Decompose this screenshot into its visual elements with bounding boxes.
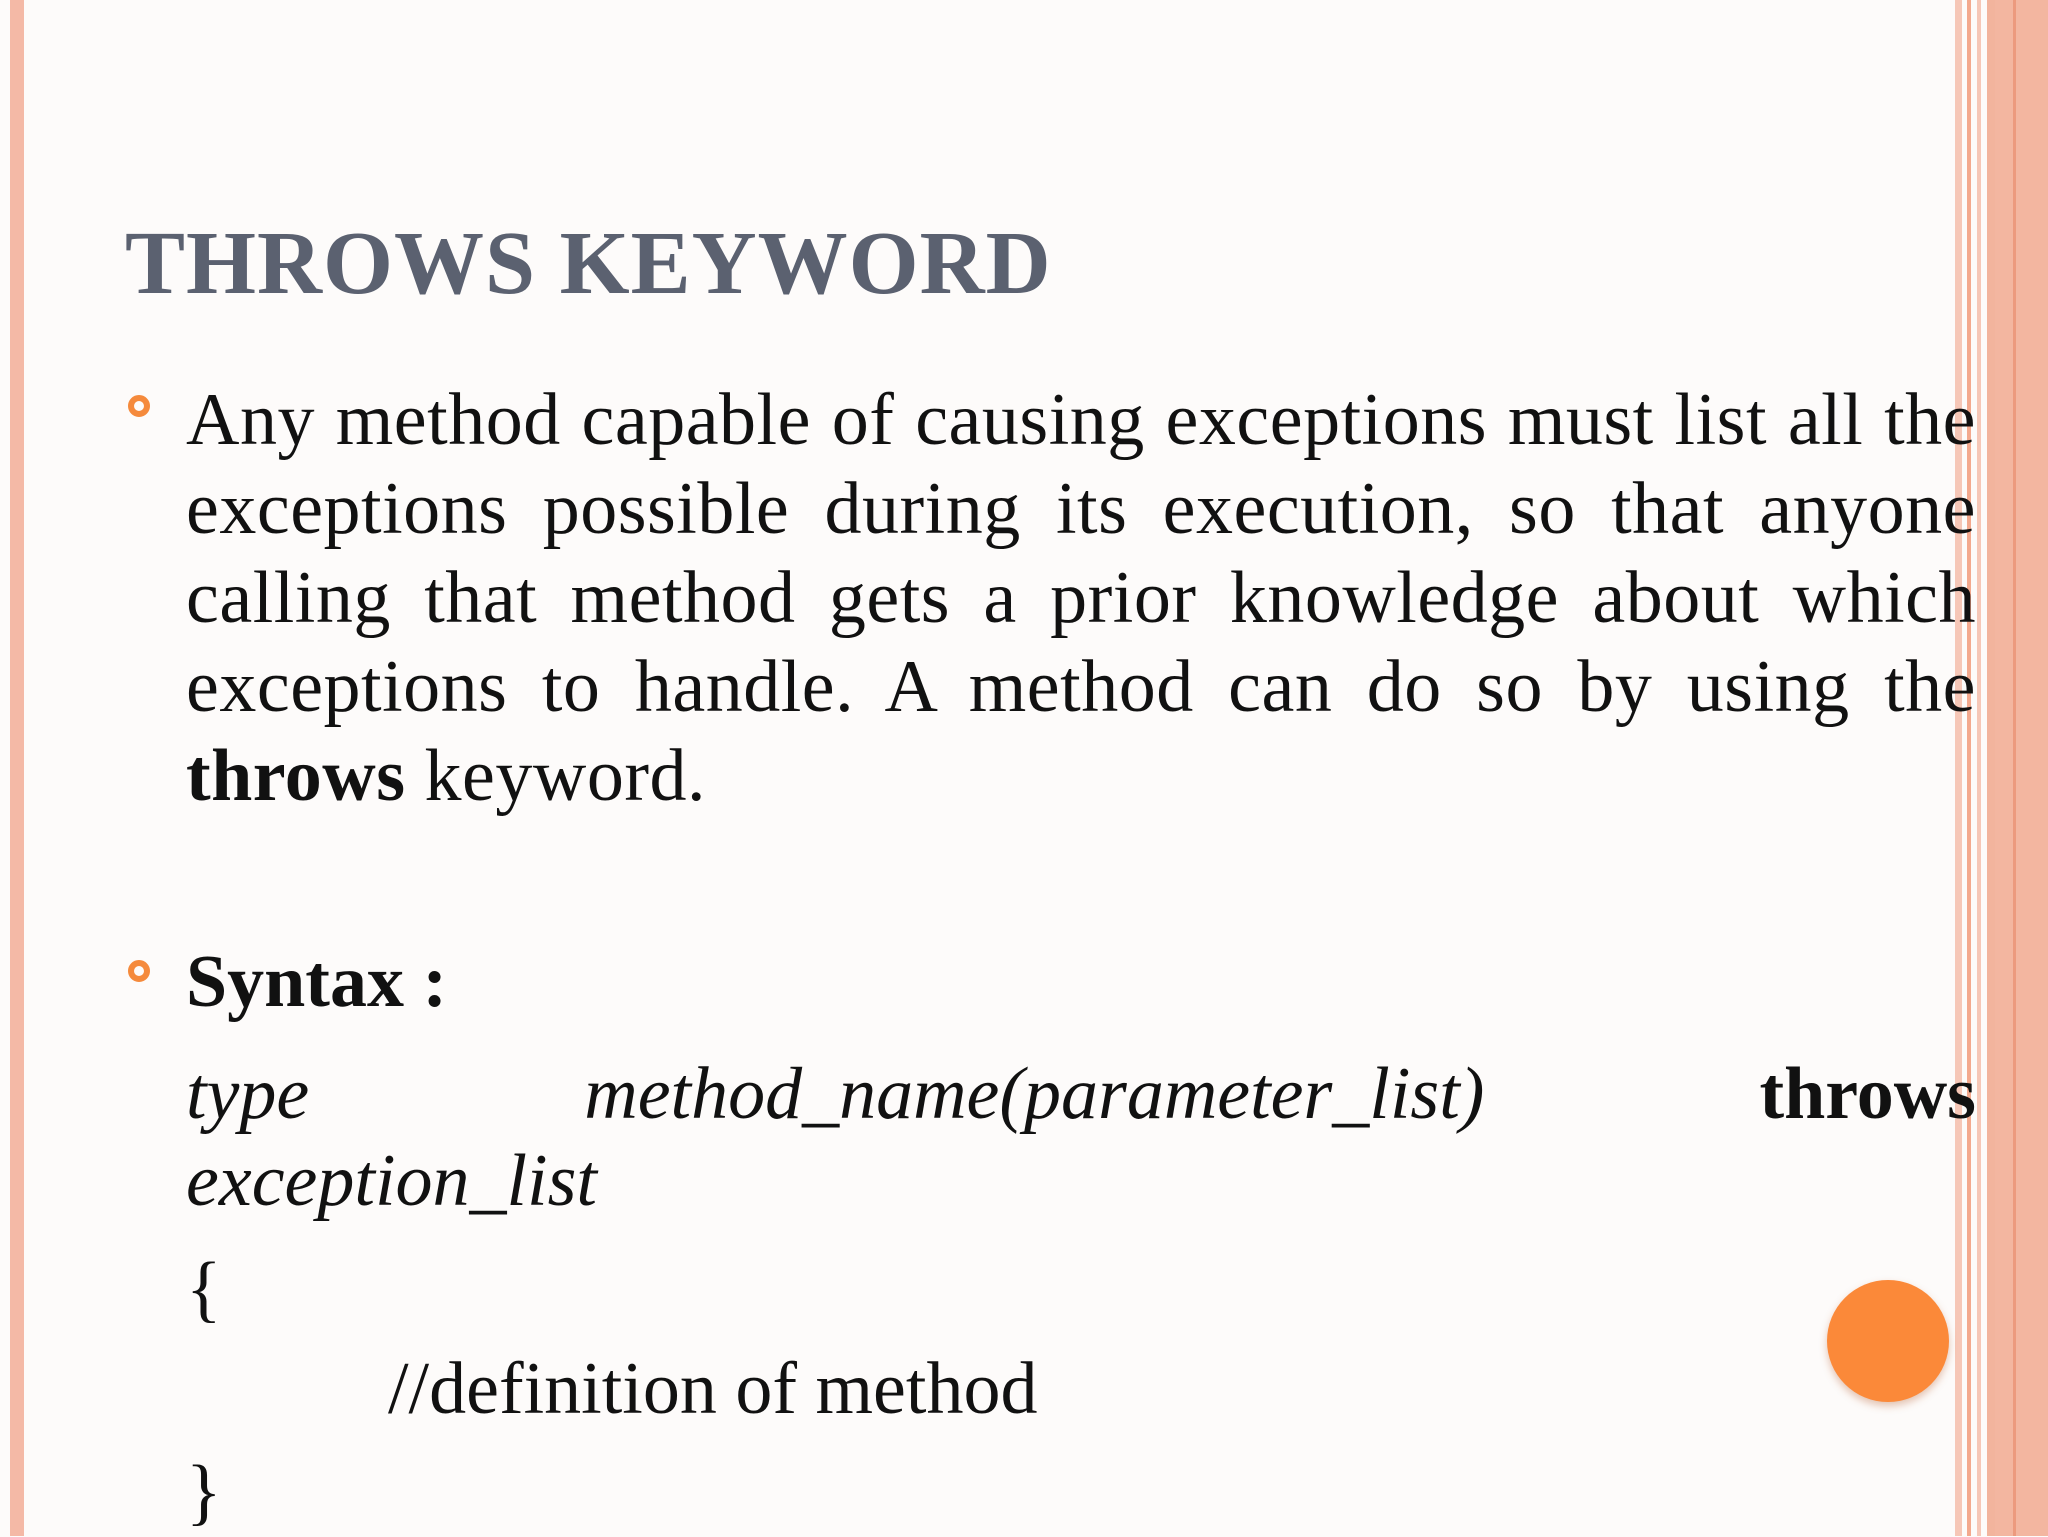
- hollow-circle-bullet-icon: [128, 395, 150, 417]
- stripe: [2013, 0, 2016, 1536]
- left-border-bar: [10, 0, 24, 1536]
- syntax-exception-list: exception_list: [186, 1140, 597, 1222]
- syntax-label: Syntax :: [186, 941, 448, 1023]
- stripe: [1995, 0, 2048, 1536]
- syntax-throws-keyword: throws: [1759, 1053, 1976, 1135]
- syntax-exception-list-line: [186, 1137, 597, 1226]
- slide-title: THROWS KEYWORD: [125, 214, 1052, 313]
- orange-circle-icon[interactable]: [1827, 1280, 1949, 1402]
- open-brace: {: [186, 1248, 222, 1330]
- syntax-type: type: [186, 1053, 310, 1135]
- hollow-circle-bullet-icon: [128, 960, 150, 982]
- throws-bold-word: throws: [186, 735, 406, 817]
- close-brace: }: [186, 1451, 222, 1533]
- bullet-paragraph: [186, 376, 1976, 821]
- syntax-method-signature: method_name(parameter_list): [584, 1053, 1485, 1135]
- stripe: [1977, 0, 1981, 1536]
- bullet-text: Any method capable of causing exceptions must list all the exceptions possible during its execution, so that anyone calling that method gets a prior knowledge about which exceptions to handle. A method can do so by using the: [186, 379, 1976, 728]
- stripe: [1987, 0, 1995, 1536]
- syntax-signature-line: [186, 1050, 1976, 1139]
- method-comment: //definition of method: [388, 1348, 1038, 1430]
- bullet-text-end: keyword.: [405, 735, 706, 817]
